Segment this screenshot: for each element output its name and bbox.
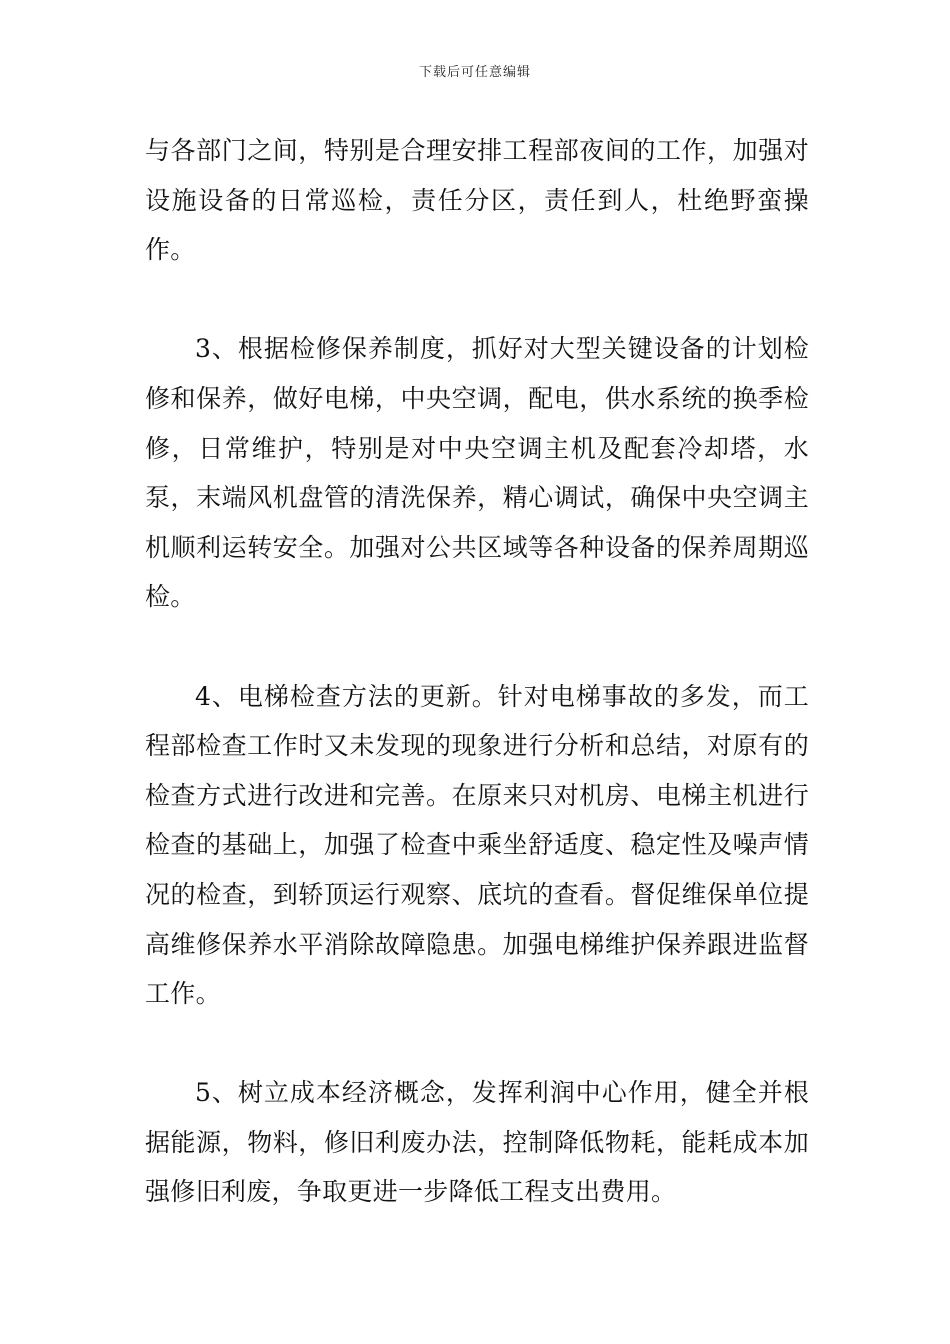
paragraph-item-4: 4、电梯检查方法的更新。针对电梯事故的多发，而工程部检查工作时又未发现的现象进行分析和总结，对原有的检查方式进行改进和完善。在原来只对机房、电梯主机进行检查的基础上，加强了检查中乘坐舒适度、稳定性及噪声情况的检查，到轿顶运行观察、底坑的查看。督促维保单位提高维修保养水平消除故障隐患。加强电梯维护保养跟进监督工作。 [145,681,809,1009]
document-body [145,126,809,1217]
page-header: 下载后可任意编辑 [418,65,531,80]
paragraph-continuation: 与各部门之间，特别是合理安排工程部夜间的工作，加强对设施设备的日常巡检，责任分区，责任到人，杜绝野蛮操作。 [145,136,809,265]
paragraph-item-3: 3、根据检修保养制度，抓好对大型关键设备的计划检修和保养，做好电梯，中央空调，配电，供水系统的换季检修，日常维护，特别是对中央空调主机及配套冷却塔，水泵，末端风机盘管的清洗保养，精心调试，确保中央空调主机顺利运转安全。加强对公共区域等各种设备的保养周期巡检。 [145,334,809,612]
paragraph-item-5: 5、树立成本经济概念，发挥利润中心作用，健全并根据能源，物料，修旧利废办法，控制降低物耗，能耗成本加强修旧利废，争取更进一步降低工程支出费用。 [145,1078,809,1207]
